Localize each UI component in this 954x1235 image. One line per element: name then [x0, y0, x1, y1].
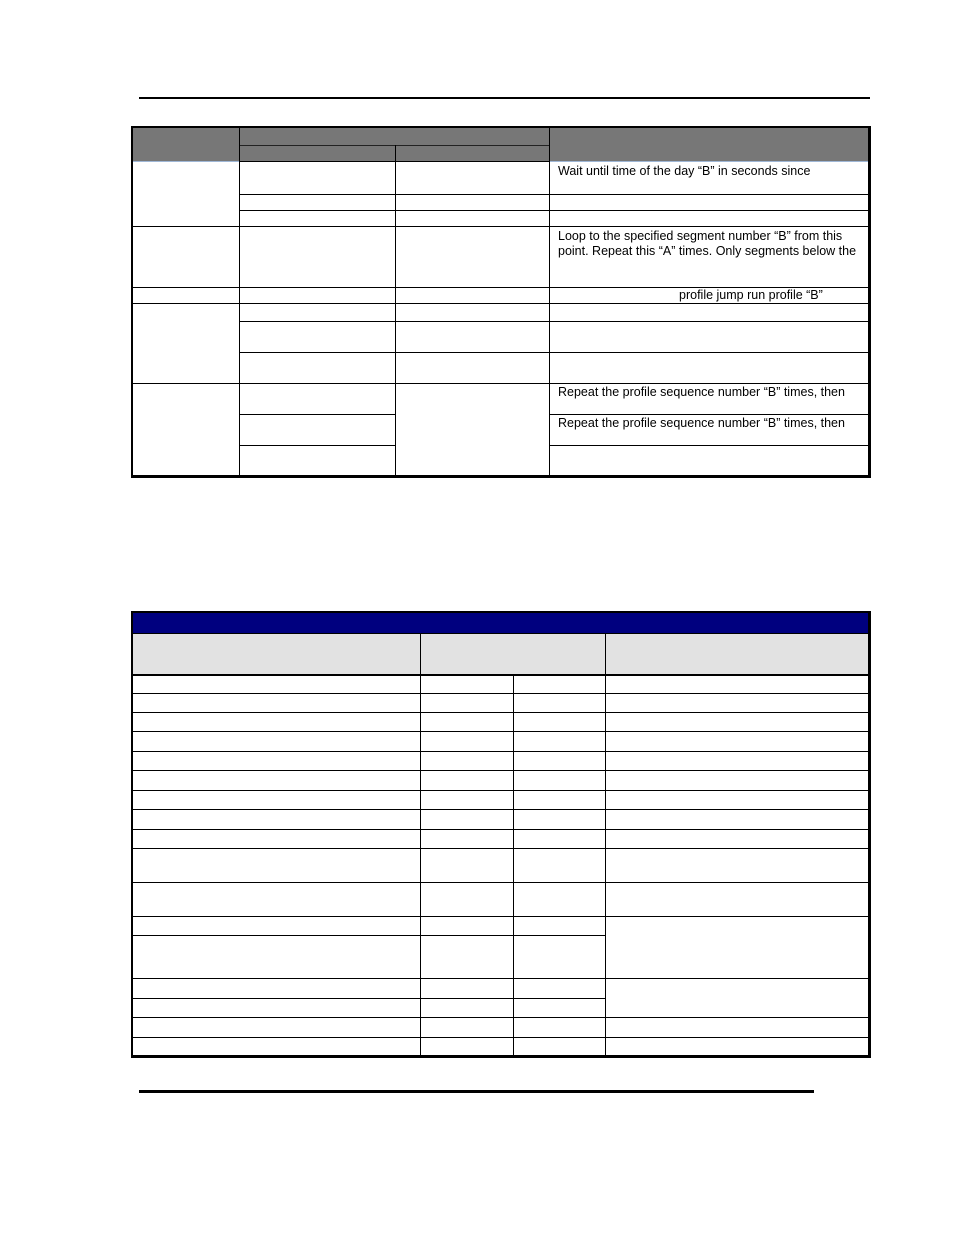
row-line — [133, 383, 868, 384]
header-cell-description — [550, 128, 868, 161]
row-line — [133, 770, 868, 771]
row-line — [133, 1037, 868, 1038]
row-line — [240, 321, 868, 322]
column-header — [421, 634, 605, 674]
row-line — [133, 226, 868, 227]
footer-rule — [139, 1090, 814, 1093]
row-line — [133, 809, 868, 810]
row-line — [240, 210, 868, 211]
description-text: profile jump run profile “B” — [679, 288, 823, 302]
table-title-bar — [133, 613, 868, 633]
row-line — [133, 731, 868, 732]
row-line — [133, 633, 868, 634]
row-line — [133, 998, 605, 999]
row-line — [133, 916, 868, 917]
description-text: point. Repeat this “A” times. Only segments below the — [558, 244, 857, 258]
row-line — [550, 414, 868, 415]
row-line — [133, 935, 605, 936]
row-line — [133, 751, 868, 752]
row-line — [133, 1017, 868, 1018]
row-line — [133, 848, 868, 849]
row-line — [133, 829, 868, 830]
row-line — [133, 693, 868, 694]
column-header — [133, 634, 420, 674]
description-text: Repeat the profile sequence number “B” times, then — [558, 385, 845, 399]
row-line — [133, 790, 868, 791]
row-line — [133, 303, 868, 304]
row-line — [133, 882, 868, 883]
col-divider — [420, 634, 421, 1058]
column-header — [606, 634, 868, 674]
col-divider — [605, 634, 606, 1058]
row-line — [133, 712, 868, 713]
header-cell-type — [133, 128, 239, 161]
header-bottom-accent — [133, 161, 239, 162]
row-line — [240, 445, 395, 446]
parameter-table — [131, 611, 871, 1058]
row-line — [550, 445, 868, 446]
row-line — [240, 352, 868, 353]
description-text: Wait until time of the day “B” in seconds since — [558, 164, 811, 178]
row-line — [240, 414, 395, 415]
description-text: Loop to the specified segment number “B” from this — [558, 229, 843, 243]
description-text: Repeat the profile sequence number “B” times, then — [558, 416, 845, 430]
row-line — [133, 978, 868, 979]
col-divider — [513, 675, 514, 1058]
header-bottom-accent-right — [550, 161, 868, 162]
row-line — [240, 194, 868, 195]
row-line — [133, 674, 868, 676]
segment-type-table — [131, 126, 871, 478]
header-rule — [139, 97, 870, 99]
